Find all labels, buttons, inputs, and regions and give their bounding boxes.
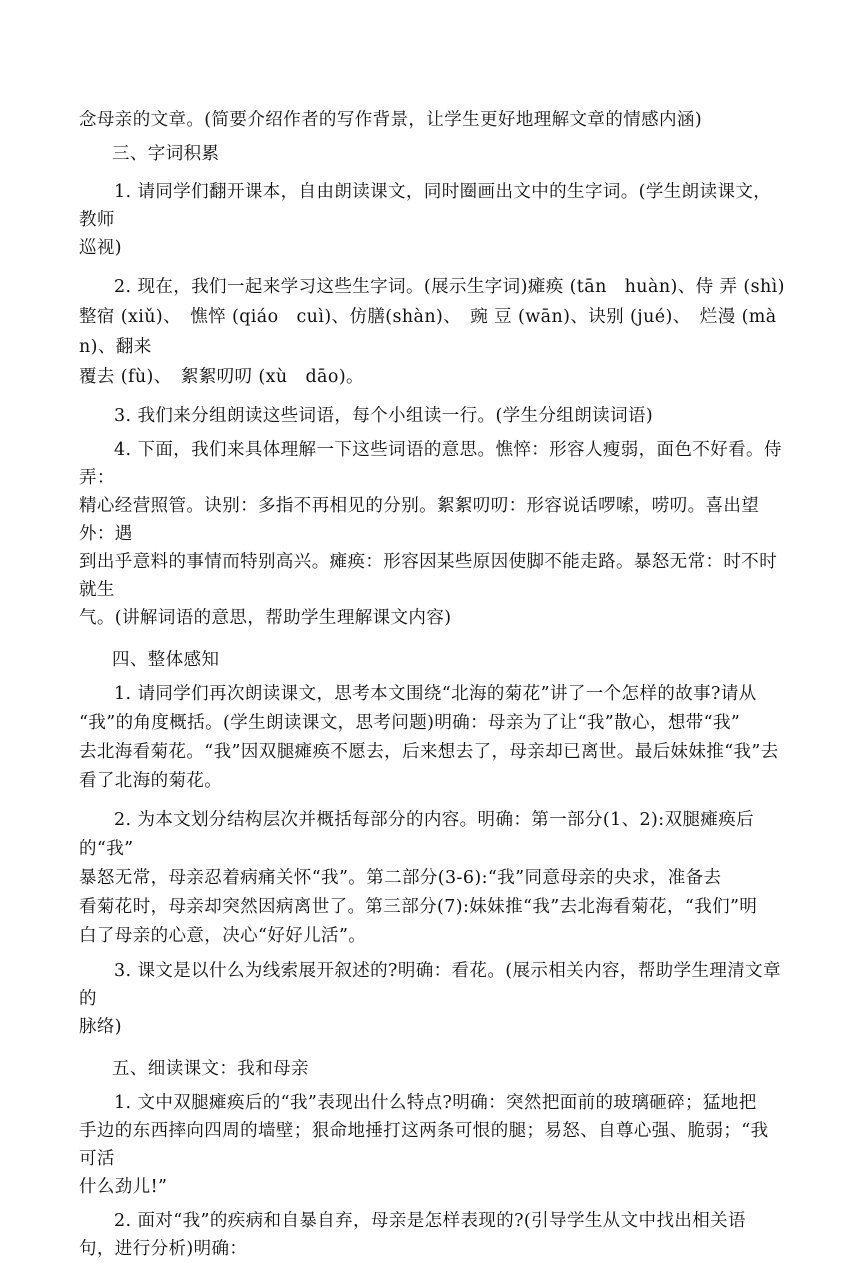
text-line: “我”的角度概括。(学生朗读课文，思考问题)明确：母亲为了让“我”散心，想带“我” <box>79 713 741 733</box>
text-line: 到出乎意料的事情而特别高兴。瘫痪：形容因某些原因使脚不能走路。暴怒无常：时不时就生 <box>79 552 778 600</box>
text-line: 巡视) <box>79 238 123 258</box>
text-line: 看了北海的菊花。 <box>79 771 223 791</box>
section3-item-2 <box>79 272 785 392</box>
text-line: 1. 文中双腿瘫痪后的“我”表现出什么特点?明确：突然把面前的玻璃砸碎；猛地把 <box>114 1093 757 1113</box>
section3-item-3 <box>79 402 785 430</box>
text-line: 什么劲儿!” <box>79 1177 168 1197</box>
text-line: 手边的东西摔向四周的墙壁；狠命地捶打这两条可恨的腿；易怒、自尊心强、脆弱；“我可活 <box>79 1121 769 1169</box>
section-heading-4: 四、整体感知 <box>112 650 220 670</box>
section-heading-3: 三、字词积累 <box>112 144 220 164</box>
intro-paragraph <box>79 106 785 134</box>
text-line: 脉络) <box>79 1017 123 1037</box>
document-body <box>79 106 785 1263</box>
text-line: 去北海看菊花。“我”因双腿瘫痪不愿去，后来想去了，母亲却已离世。最后妹妹推“我”去 <box>79 742 779 762</box>
section4-item-2 <box>79 806 785 951</box>
text-line: 看菊花时，母亲却突然因病离世了。第三部分(7):妹妹推“我”去北海看菊花，“我们”明 <box>79 897 758 917</box>
section-heading-5: 五、细读课文：我和母亲 <box>112 1059 309 1079</box>
section4-item-1 <box>79 680 785 796</box>
section3-item-1 <box>79 178 785 262</box>
text-line: 句，进行分析)明确： <box>79 1239 248 1259</box>
text-line: 整宿 (xiǔ)、 憔悴 (qiáo cuì)、仿膳(shàn)、 豌 豆 (wān)、诀别 (jué)、 烂漫 (màn)、翻来 <box>79 307 777 357</box>
text-line: 2. 面对“我”的疾病和自暴自弃，母亲是怎样表现的?(引导学生从文中找出相关语 <box>114 1211 746 1231</box>
section3-item-4 <box>79 436 785 632</box>
text-line: 1. 请同学们再次朗读课文，思考本文围绕“北海的菊花”讲了一个怎样的故事?请从 <box>114 684 757 704</box>
text-line: 2. 现在，我们一起来学习这些生字词。(展示生字词)瘫痪 (tān huàn)、侍 弄 (shì) <box>114 277 785 297</box>
text-line: 暴怒无常，母亲忍着病痛关怀“我”。第二部分(3-6):“我”同意母亲的央求，准备去 <box>79 868 722 888</box>
section4-item-3 <box>79 957 785 1041</box>
text-line: 覆去 (fù)、 絮絮叨叨 (xù dāo)。 <box>79 367 364 387</box>
text-line: 白了母亲的心意，决心“好好儿活”。 <box>79 926 367 946</box>
text-line: 3. 课文是以什么为线索展开叙述的?明确：看花。(展示相关内容，帮助学生理清文章的 <box>79 961 781 1009</box>
section5-item-2 <box>79 1207 785 1263</box>
text-line: 气。(讲解词语的意思，帮助学生理解课文内容) <box>79 608 452 628</box>
text-line: 2. 为本文划分结构层次并概括每部分的内容。明确：第一部分(1、2):双腿瘫痪后的“我” <box>79 810 755 859</box>
text-line: 念母亲的文章。(简要介绍作者的写作背景，让学生更好地理解文章的情感内涵) <box>79 110 703 130</box>
text-line: 精心经营照管。诀别：多指不再相见的分别。絮絮叨叨：形容说话啰嗦，唠叨。喜出望外：遇 <box>79 496 760 544</box>
text-line: 3. 我们来分组朗读这些词语，每个小组读一行。(学生分组朗读词语) <box>114 406 654 426</box>
text-line: 1. 请同学们翻开课本，自由朗读课文，同时圈画出文中的生字词。(学生朗读课文，教师 <box>79 182 772 230</box>
text-line: 4. 下面，我们来具体理解一下这些词语的意思。憔悴：形容人瘦弱，面色不好看。侍弄： <box>79 440 782 488</box>
section5-item-1 <box>79 1089 785 1201</box>
